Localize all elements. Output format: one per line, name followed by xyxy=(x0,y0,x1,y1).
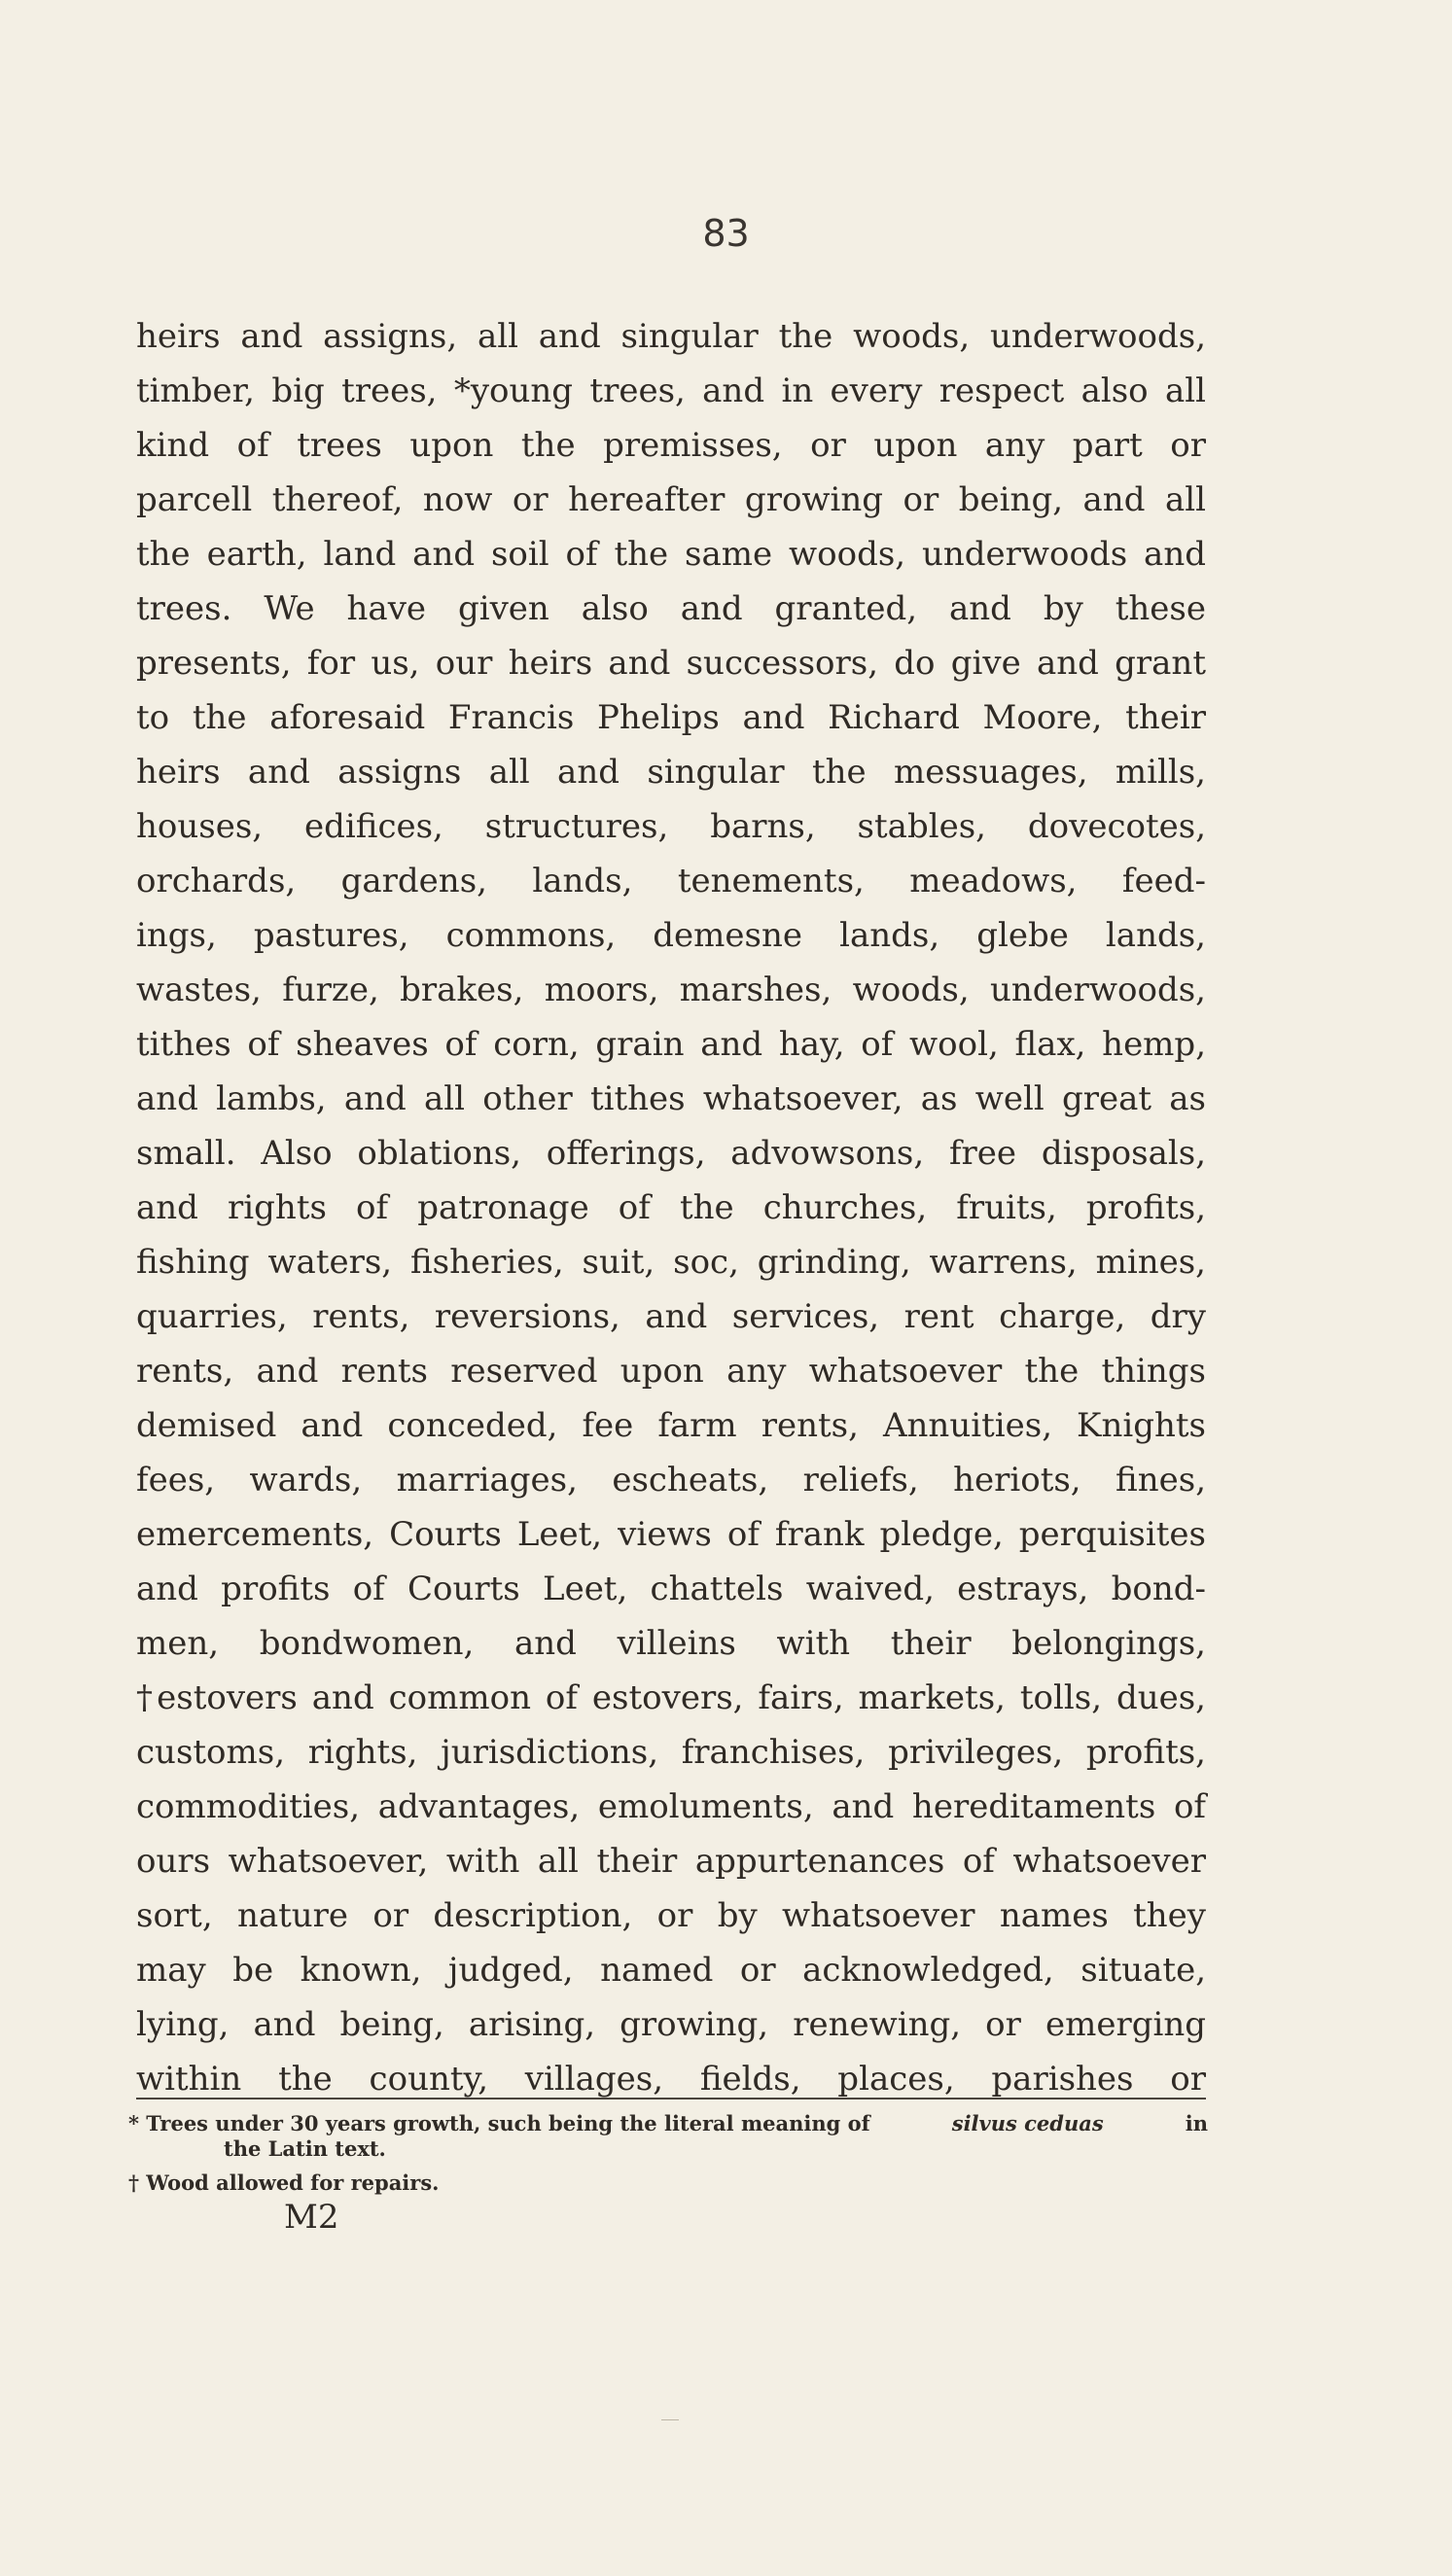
text-line: †estovers and common of estovers, fairs, markets, tolls, dues, xyxy=(136,1678,1206,1717)
text-line: sort, nature or description, or by whatsoever names they xyxy=(136,1896,1206,1935)
footnote-1-continuation: the Latin text. xyxy=(224,2136,386,2161)
text-line: and lambs, and all other tithes whatsoever, as well great as xyxy=(136,1079,1206,1118)
text-line: within the county, villages, fields, places, parishes or xyxy=(136,2060,1206,2099)
text-line: commodities, advantages, emoluments, and hereditaments of xyxy=(136,1787,1206,1826)
text-line: quarries, rents, reversions, and services, rent charge, dry xyxy=(136,1297,1206,1336)
text-line: fees, wards, marriages, escheats, reliefs, heriots, fines, xyxy=(136,1461,1206,1500)
text-line: customs, rights, jurisdictions, franchises, privileges, profits, xyxy=(136,1733,1206,1772)
footnote-1-latin: silvus ceduas xyxy=(951,2111,1104,2135)
footnote-1-text: * Trees under 30 years growth, such being the literal meaning of xyxy=(128,2111,870,2135)
footnotes xyxy=(128,2111,1208,2196)
footnote-rule xyxy=(136,2098,1206,2100)
text-line: ours whatsoever, with all their appurtenances of whatsoever xyxy=(136,1842,1206,1881)
page-number: 83 xyxy=(702,212,750,255)
text-line: wastes, furze, brakes, moors, marshes, woods, underwoods, xyxy=(136,970,1206,1009)
signature-mark: M2 xyxy=(284,2198,339,2237)
text-line: fishing waters, fisheries, suit, soc, grinding, warrens, mines, xyxy=(136,1243,1206,1282)
text-line: and rights of patronage of the churches, fruits, profits, xyxy=(136,1188,1206,1227)
text-line: heirs and assigns, all and singular the woods, underwoods, xyxy=(136,317,1206,356)
text-line: rents, and rents reserved upon any whatsoever the things xyxy=(136,1352,1206,1391)
text-line: parcell thereof, now or hereafter growing or being, and all xyxy=(136,480,1206,519)
footnote-1 xyxy=(128,2111,1208,2135)
body-text xyxy=(136,309,1206,2106)
decorative-dash xyxy=(661,2419,679,2420)
text-line: heirs and assigns all and singular the messuages, mills, xyxy=(136,753,1206,792)
text-line: presents, for us, our heirs and successors, do give and grant xyxy=(136,644,1206,683)
text-line: men, bondwomen, and villeins with their belongings, xyxy=(136,1624,1206,1663)
text-line: to the aforesaid Francis Phelips and Richard Moore, their xyxy=(136,698,1206,737)
text-line: tithes of sheaves of corn, grain and hay, of wool, flax, hemp, xyxy=(136,1025,1206,1064)
footnote-2: † Wood allowed for repairs. xyxy=(128,2170,440,2195)
text-line: small. Also oblations, offerings, advowsons, free disposals, xyxy=(136,1134,1206,1173)
text-line: lying, and being, arising, growing, renewing, or emerging xyxy=(136,2005,1206,2044)
text-line: houses, edifices, structures, barns, stables, dovecotes, xyxy=(136,807,1206,846)
footnote-1-end: in xyxy=(1185,2111,1208,2135)
text-line: trees. We have given also and granted, and by these xyxy=(136,589,1206,628)
text-line: orchards, gardens, lands, tenements, meadows, feed- xyxy=(136,862,1206,900)
text-line: and profits of Courts Leet, chattels waived, estrays, bond- xyxy=(136,1570,1206,1608)
text-line: timber, big trees, *young trees, and in every respect also all xyxy=(136,371,1206,410)
text-line: ings, pastures, commons, demesne lands, glebe lands, xyxy=(136,916,1206,955)
text-line: the earth, land and soil of the same woods, underwoods and xyxy=(136,535,1206,574)
text-line: may be known, judged, named or acknowledged, situate, xyxy=(136,1951,1206,1990)
text-line: demised and conceded, fee farm rents, Annuities, Knights xyxy=(136,1406,1206,1445)
text-line: kind of trees upon the premisses, or upon any part or xyxy=(136,426,1206,465)
text-line: emercements, Courts Leet, views of frank pledge, perquisites xyxy=(136,1515,1206,1554)
